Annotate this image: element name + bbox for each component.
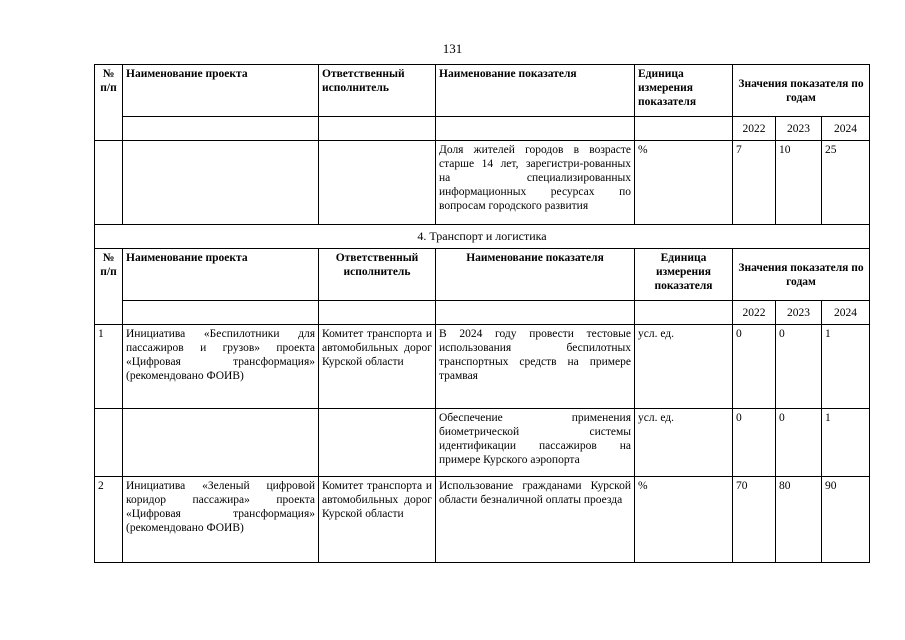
value-2024: 25 [822,141,870,225]
empty-cell [123,301,319,325]
indicators-table [94,64,870,563]
unit-cell: усл. ед. [635,325,733,409]
header-indicator: Наименование показателя [436,65,635,117]
table-header-row [95,249,870,301]
indicator-cell: Обеспечение применения биометрической системы идентификации пассажиров на примере Курского аэропорта [436,409,635,477]
value-2024: 90 [822,477,870,563]
value-2023: 10 [776,141,822,225]
header-num: № п/п [95,65,123,141]
header-unit: Единица измерения показателя [635,249,733,301]
empty-cell [319,141,436,225]
unit-cell: % [635,141,733,225]
row-number: 2 [95,477,123,563]
empty-cell [123,141,319,225]
indicator-cell: Использование гражданами Курской области безналичной оплаты проезда [436,477,635,563]
value-2023: 0 [776,409,822,477]
project-cell [123,409,319,477]
value-2024: 1 [822,325,870,409]
page-number: 131 [442,41,463,56]
header-values: Значения показателя по годам [733,65,870,117]
section-title: 4. Транспорт и логистика [95,225,870,249]
unit-cell: % [635,477,733,563]
empty-cell [635,301,733,325]
project-cell: Инициатива «Беспилотники для пассажиров и грузов» проекта «Цифровая трансформация» (рекомендовано ФОИВ) [123,325,319,409]
table-row [95,409,870,477]
year-2024: 2024 [822,301,870,325]
row-number [95,409,123,477]
value-2022: 70 [733,477,776,563]
value-2022: 7 [733,141,776,225]
empty-cell [436,301,635,325]
empty-cell [319,301,436,325]
value-2022: 0 [733,409,776,477]
value-2023: 80 [776,477,822,563]
header-num: № п/п [95,249,123,325]
table-years-row [95,117,870,141]
unit-cell: усл. ед. [635,409,733,477]
executor-cell: Комитет транспорта и автомобильных дорог Курской области [319,325,436,409]
year-2022: 2022 [733,117,776,141]
indicator-cell: Доля жителей городов в возрасте старше 14 лет, зарегистри-рованных на специализированных информационных ресурсах по вопросам городского развития [436,141,635,225]
header-project: Наименование проекта [123,65,319,117]
executor-cell [319,409,436,477]
executor-cell: Комитет транспорта и автомобильных дорог Курской области [319,477,436,563]
empty-cell [123,117,319,141]
empty-cell [319,117,436,141]
table-row [95,477,870,563]
year-2022: 2022 [733,301,776,325]
value-2024: 1 [822,409,870,477]
year-2023: 2023 [776,117,822,141]
table-row [95,325,870,409]
year-2024: 2024 [822,117,870,141]
section-row [95,225,870,249]
table-header-row [95,65,870,117]
empty-cell [436,117,635,141]
header-project: Наименование проекта [123,249,319,301]
row-number: 1 [95,325,123,409]
table-years-row [95,301,870,325]
header-unit: Единица измерения показателя [635,65,733,117]
header-values: Значения показателя по годам [733,249,870,301]
value-2023: 0 [776,325,822,409]
value-2022: 0 [733,325,776,409]
year-2023: 2023 [776,301,822,325]
header-indicator: Наименование показателя [436,249,635,301]
empty-cell [95,141,123,225]
indicator-cell: В 2024 году провести тестовые использования беспилотных транспортных средств на примере трамвая [436,325,635,409]
table-row [95,141,870,225]
header-executor: Ответственный исполнитель [319,249,436,301]
empty-cell [635,117,733,141]
project-cell: Инициатива «Зеленый цифровой коридор пассажира» проекта «Цифровая трансформация» (рекомендовано ФОИВ) [123,477,319,563]
header-executor: Ответственный исполнитель [319,65,436,117]
